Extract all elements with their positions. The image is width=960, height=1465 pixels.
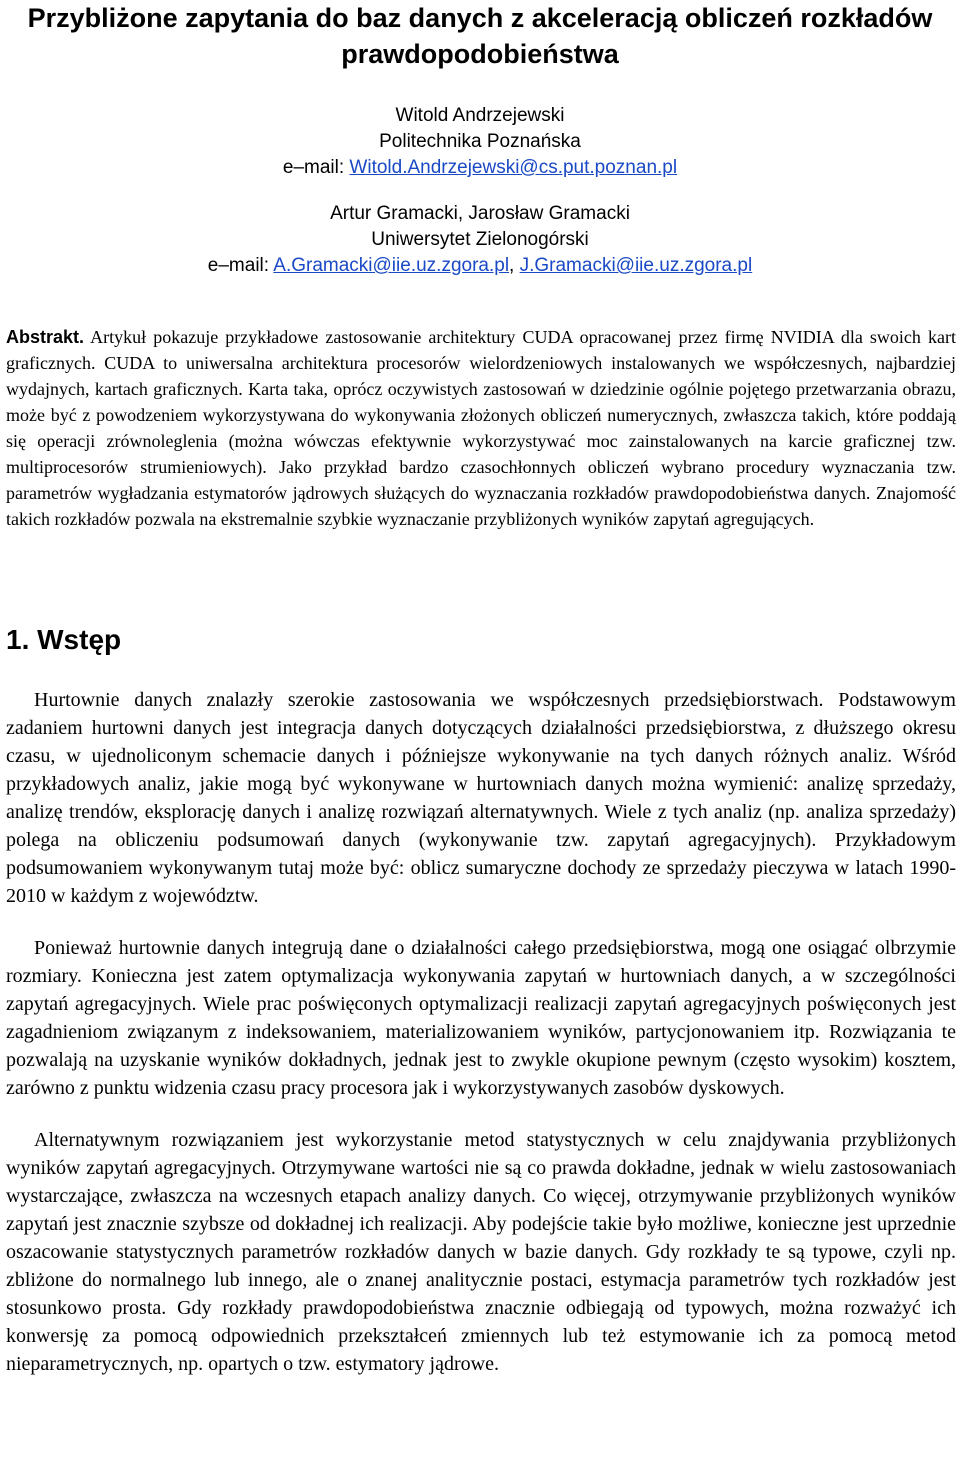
email-link[interactable]: Witold.Andrzejewski@cs.put.poznan.pl bbox=[349, 157, 678, 178]
email-separator: , bbox=[509, 255, 520, 276]
author-spacer bbox=[0, 181, 960, 201]
author-names: Artur Gramacki, Jarosław Gramacki bbox=[330, 203, 630, 224]
abstract bbox=[6, 324, 956, 532]
abstract-label: Abstrakt. bbox=[6, 327, 85, 347]
author-email-line bbox=[0, 253, 960, 279]
email-prefix: e–mail: bbox=[282, 157, 350, 178]
paragraph: Hurtownie danych znalazły szerokie zastosowania we współczesnych przedsiębiorstwach. Podstawowym zadaniem hurtowni danych jest integracja danych dotyczących działalności przedsiębiorstwa, z dłuższego okresu czasu, w ujednoliconym schemacie danych i późniejsze wykonywanie na tych danych różnych analiz. Wśród przykładowych analiz, jakie mogą być wykonywane w hurtowniach danych można wymienić: analizę sprzedaży, analizę trendów, eksplorację danych i analizę rozwiązań alternatywnych. Wiele z tych analiz (np. analiza sprzedaży) polega na obliczeniu podsumowań danych (wykonywanie tzw. zapytań agregacyjnych). Przykładowym podsumowaniem wykonywanym tutaj może być: oblicz sumaryczne dochody ze sprzedaży pieczywa w latach 1990-2010 w każdym z województw. bbox=[6, 689, 956, 907]
section-body bbox=[6, 686, 956, 1378]
section-heading: 1. Wstęp bbox=[6, 624, 122, 655]
author-name: Witold Andrzejewski bbox=[395, 105, 565, 126]
email-prefix: e–mail: bbox=[207, 255, 274, 276]
paragraph: Ponieważ hurtownie danych integrują dane o działalności całego przedsiębiorstwa, mogą one osiągać olbrzymie rozmiary. Konieczna jest zatem optymalizacja wykonywania zapytań w hurtowniach danych, a w szczególności zapytań agregacyjnych. Wiele prac poświęconych optymalizacji realizacji zapytań agregacyjnych poświęconych jest zagadnieniom związanym z indeksowaniem, materializowaniem wyników, partycjonowaniem itp. Rozwiązania te pozwalają na uzyskanie wyników dokładnych, jednak jest to zwykle okupione pewnym (często wysokim) kosztem, zarówno z punktu widzenia czasu pracy procesora jak i wykorzystywanych zasobów dyskowych. bbox=[6, 937, 956, 1099]
paragraph: Alternatywnym rozwiązaniem jest wykorzystanie metod statystycznych w celu znajdywania przybliżonych wyników zapytań agregacyjnych. Otrzymywane wartości nie są co prawda dokładne, jednak w wielu zastosowaniach wystarczające, zwłaszcza na wczesnych etapach analizy danych. Co więcej, otrzymywanie przybliżonych wyników zapytań jest znacznie szybsze od dokładnej ich realizacji. Aby podejście takie było możliwe, konieczne jest uprzednie oszacowanie statystycznych parametrów rozkładów danych w bazie danych. Gdy rozkłady te są typowe, czyli np. zbliżone do normalnego lub innego, ale o znanej analitycznie postaci, estymacja parametrów tych rozkładów jest stosunkowo prosta. Gdy rozkłady prawdopodobieństwa znacznie odbiegają od typowych, można rozważyć ich konwersję za pomocą odpowiednich przekształceń zmiennych lub też estymowanie ich za pomocą metod nieparametrycznych, np. opartych o tzw. estymatory jądrowe. bbox=[6, 1129, 956, 1375]
abstract-text: Artykuł pokazuje przykładowe zastosowanie architektury CUDA opracowanej przez firmę NVIDIA dla swoich kart graficznych. CUDA to uniwersalna architektura procesorów wielordzeniowych instalowanych we współczesnych, najbardziej wydajnych, kartach graficznych. Karta taka, oprócz oczywistych zastosowań w dziedzinie ogólnie pojętego przetwarzania obrazu, może być z powodzeniem wykorzystywana do wykonywania złożonych obliczeń numerycznych, zwłaszcza takich, które poddają się operacji zrównoleglenia (można wówczas efektywnie wykorzystywać moc zainstalowanych na karcie graficznej tzw. multiprocesorów strumieniowych). Jako przykład bardzo czasochłonnych obliczeń wybrano procedury wyznaczania tzw. parametrów wygładzania estymatorów jądrowych służących do wyznaczania rozkładów prawdopodobieństwa danych. Znajomość takich rozkładów pozwala na ekstremalnie szybkie wyznaczanie przybliżonych wyników zapytań agregujących. bbox=[6, 327, 956, 529]
author-affiliation: Politechnika Poznańska bbox=[379, 131, 581, 152]
paper-title: Przybliżone zapytania do baz danych z akceleracją obliczeń rozkładów prawdopodobieństwa bbox=[27, 3, 933, 69]
author-affiliation: Uniwersytet Zielonogórski bbox=[371, 229, 589, 250]
author-email-line bbox=[0, 155, 960, 181]
email-link[interactable]: A.Gramacki@iie.uz.zgora.pl bbox=[273, 255, 510, 276]
email-link[interactable]: J.Gramacki@iie.uz.zgora.pl bbox=[519, 255, 753, 276]
author-block bbox=[0, 103, 960, 279]
